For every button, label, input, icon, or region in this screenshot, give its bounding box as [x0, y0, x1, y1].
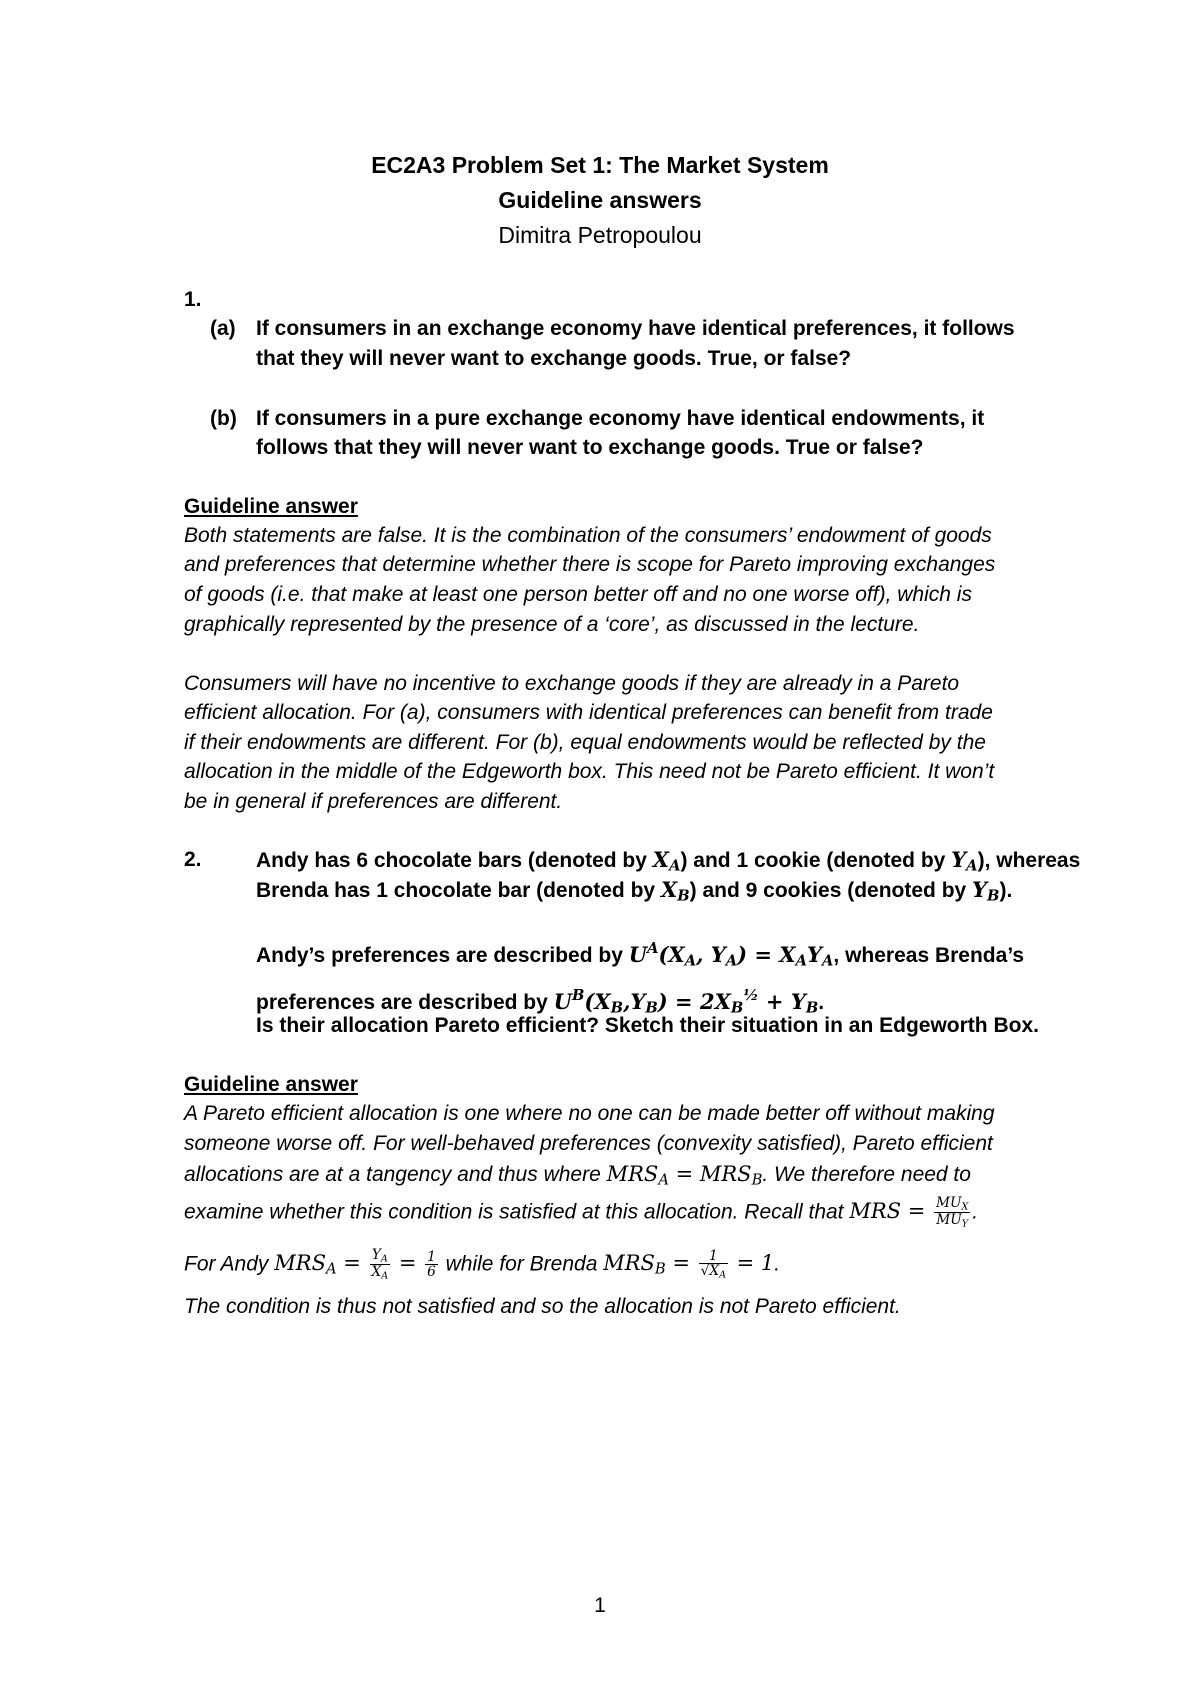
- document-subtitle: Guideline answers: [498, 187, 702, 213]
- q1a-line1: If consumers in an exchange economy have identical preferences, it follows: [256, 317, 1015, 340]
- q2-answer-heading: Guideline answer: [184, 1073, 358, 1096]
- q1-p1-line3: of goods (i.e. that make at least one person better off and no one worse off), which is: [184, 583, 972, 606]
- q1b-line1: If consumers in a pure exchange economy have identical endowments, it: [256, 407, 985, 430]
- q1-p1-line1: Both statements are false. It is the combination of the consumers’ endowment of goods: [184, 524, 992, 547]
- q2-line4: preferences are described by $U^B(X_B,Y_B) = 2X_B^{\frac{1}{2}} + Y_B$.: [256, 987, 825, 1017]
- q2-line1: Andy has 6 chocolate bars (denoted by $X_A$) and 1 cookie (denoted by $Y_A$), whereas: [256, 847, 1081, 875]
- q1-p2-line5: be in general if preferences are different.: [184, 790, 563, 813]
- q2-answer-line4: examine whether this condition is satisfied at this allocation. Recall that MRS = $\frac{MU_X}{MU_Y}$ .: [184, 1195, 979, 1230]
- document-title: EC2A3 Problem Set 1: The Market System: [371, 152, 829, 178]
- q2-answer-line3: allocations are at a tangency and thus where $MRS_A = MRS_B$. We therefore need to: [184, 1162, 971, 1189]
- q2-answer-line5: For Andy $MRS_A$ = $\frac{Y_A}{X_A}$ = $\frac{1}{6}$ while for Brenda $MRS_B$ = $\frac{1}{√X_A}$ = 1.: [184, 1247, 781, 1282]
- page-number: 1: [594, 1594, 606, 1617]
- q2-answer-line1: A Pareto efficient allocation is one where no one can be made better off without making: [184, 1102, 995, 1125]
- q1-p2-line1: Consumers will have no incentive to exchange goods if they are already in a Pareto: [184, 672, 960, 695]
- q2-answer-line2: someone worse off. For well-behaved preferences (convexity satisfied), Pareto efficient: [184, 1132, 993, 1155]
- q2-answer-line6: The condition is thus not satisfied and so the allocation is not Pareto efficient.: [184, 1295, 901, 1318]
- q2-line2: Brenda has 1 chocolate bar (denoted by $X_B$) and 9 cookies (denoted by $Y_B$).: [256, 877, 1013, 905]
- q1-number: 1.: [184, 288, 202, 311]
- q1-p2-line2: efficient allocation. For (a), consumers with identical preferences can benefit from trade: [184, 701, 993, 724]
- q2-line5: Is their allocation Pareto efficient? Sketch their situation in an Edgeworth Box.: [256, 1014, 1039, 1037]
- q1-answer-heading: Guideline answer: [184, 495, 358, 518]
- document-author: Dimitra Petropoulou: [498, 222, 702, 248]
- q1a-label: (a): [210, 317, 236, 340]
- q1b-line2: follows that they will never want to exchange goods. True or false?: [256, 436, 924, 459]
- q1b-label: (b): [210, 407, 237, 430]
- q1-p2-line4: allocation in the middle of the Edgeworth box. This need not be Pareto efficient. It won’t: [184, 760, 995, 783]
- q1-p1-line2: and preferences that determine whether there is scope for Pareto improving exchanges: [184, 553, 996, 576]
- q2-line3: Andy’s preferences are described by $U^A(X_A$, $Y_A) = X_AY_A$, whereas Brenda’s: [256, 940, 1025, 970]
- q2-number: 2.: [184, 848, 202, 871]
- q1-p2-line3: if their endowments are different. For (b), equal endowments would be reflected by the: [184, 731, 986, 754]
- title-block: [0, 148, 1200, 253]
- q1-p1-line4: graphically represented by the presence of a ‘core’, as discussed in the lecture.: [184, 613, 920, 636]
- q1a-line2: that they will never want to exchange goods. True, or false?: [256, 347, 852, 370]
